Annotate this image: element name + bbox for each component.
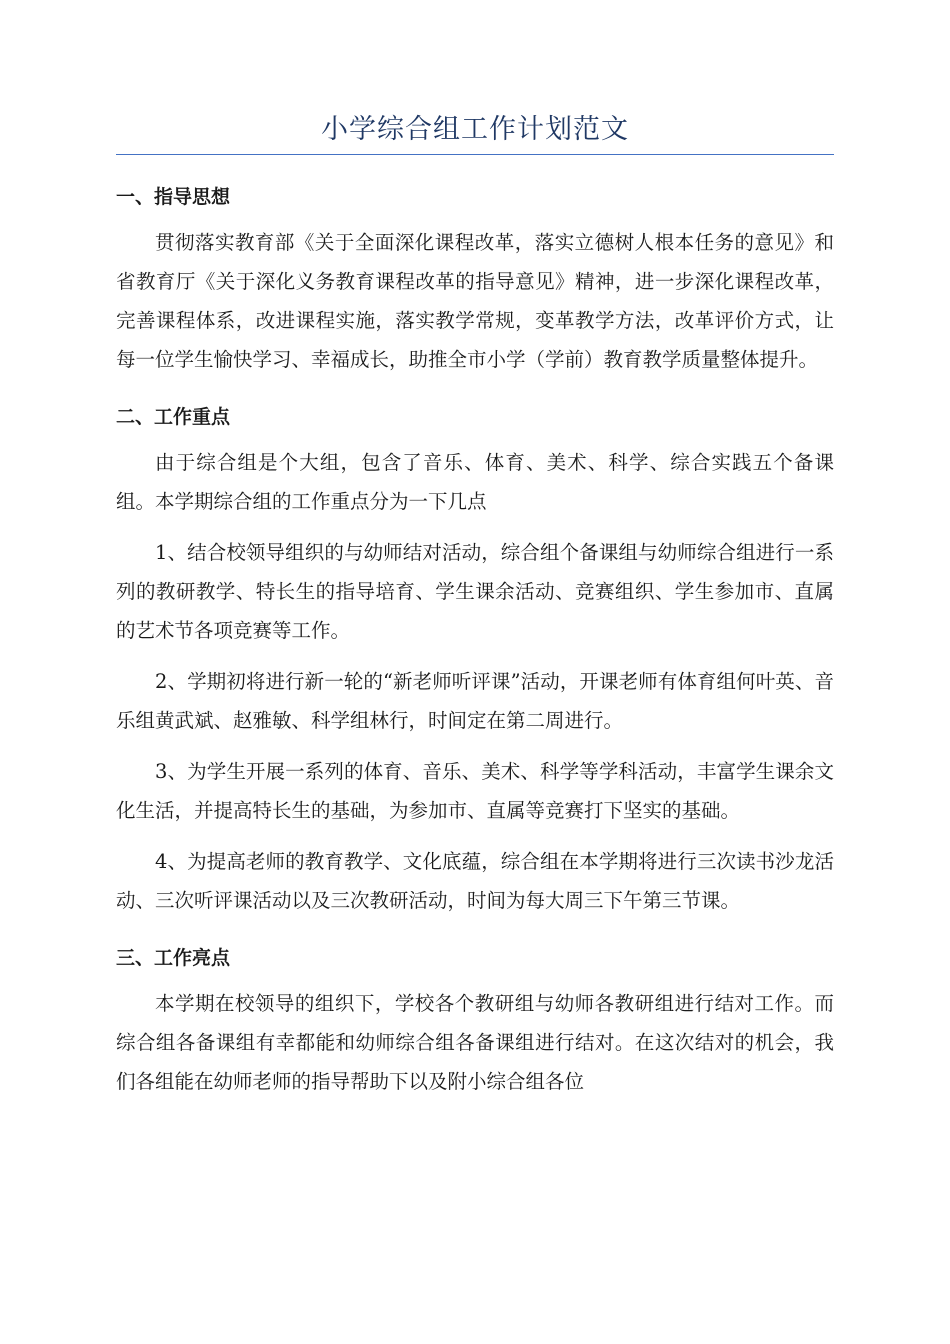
paragraph: 由于综合组是个大组，包含了音乐、体育、美术、科学、综合实践五个备课组。本学期综合组的工作重点分为一下几点 <box>116 451 834 513</box>
paragraph: 2、学期初将进行新一轮的“新老师听评课”活动，开课老师有体育组何叶英、音乐组黄武斌、赵雅敏、科学组林行，时间定在第二周进行。 <box>116 670 834 732</box>
paragraph: 1、结合校领导组织的与幼师结对活动，综合组个备课组与幼师综合组进行一系列的教研教学、特长生的指导培育、学生课余活动、竞赛组织、学生参加市、直属的艺术节各项竞赛等工作。 <box>116 541 834 642</box>
section-heading-guiding-ideology: 一、指导思想 <box>116 186 231 208</box>
paragraph: 3、为学生开展一系列的体育、音乐、美术、科学等学科活动，丰富学生课余文化生活，并提高特长生的基础，为参加市、直属等竞赛打下坚实的基础。 <box>116 760 834 822</box>
section-heading-work-highlights: 三、工作亮点 <box>116 947 231 969</box>
document-title: 小学综合组工作计划范文 <box>116 112 834 155</box>
paragraph: 本学期在校领导的组织下，学校各个教研组与幼师各教研组进行结对工作。而综合组各备课组有幸都能和幼师综合组各备课组进行结对。在这次结对的机会，我们各组能在幼师老师的指导帮助下以及附小综合组各位 <box>116 992 834 1093</box>
section-heading-work-focus: 二、工作重点 <box>116 406 231 428</box>
document-page <box>116 112 834 1101</box>
paragraph: 4、为提高老师的教育教学、文化底蕴，综合组在本学期将进行三次读书沙龙活动、三次听评课活动以及三次教研活动，时间为每大周三下午第三节课。 <box>116 850 834 912</box>
paragraph: 贯彻落实教育部《关于全面深化课程改革，落实立德树人根本任务的意见》和省教育厅《关于深化义务教育课程改革的指导意见》精神，进一步深化课程改革，完善课程体系，改进课程实施，落实教学常规，变革教学方法，改革评价方式，让每一位学生愉快学习、幸福成长，助推全市小学（学前）教育教学质量整体提升。 <box>116 231 834 371</box>
